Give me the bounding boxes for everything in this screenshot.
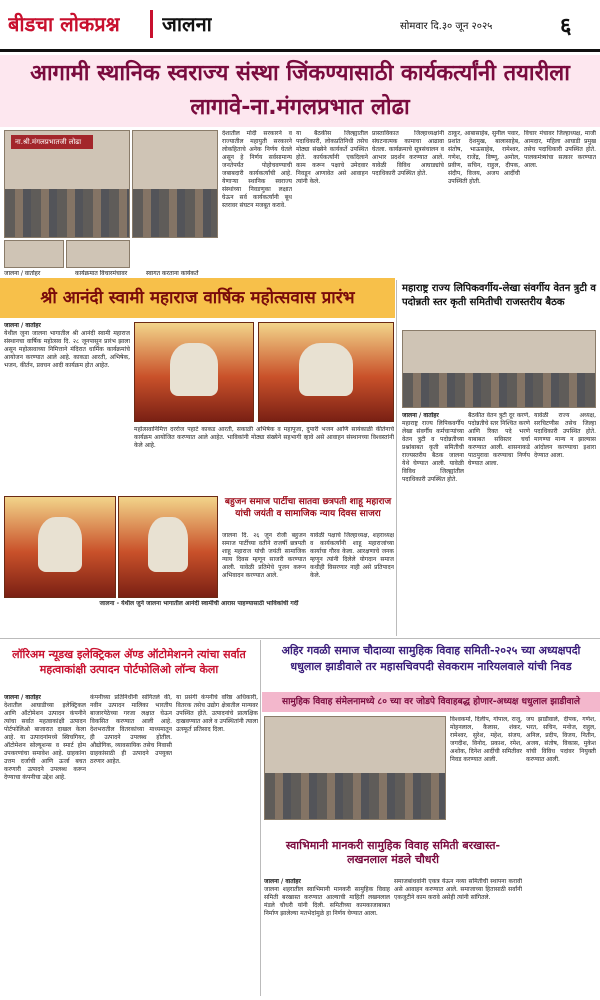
lead-caption-left: जालना / वार्ताहर	[4, 270, 41, 277]
ahir-headline: अहिर गवळी समाज चौदाव्या सामुहिक विवाह समिती-२०२५ च्या अध्यक्षपदी धधुलाल झाडीवाले तर महासचिवपदी सेवकराम नारियलवाले यांची निवड	[281, 644, 581, 673]
column-rule-2	[260, 640, 261, 996]
anand-swami-body-col1-text: येथील जुना जालना भागातील श्री आनंदी स्वामी महाराज संस्थानचा वार्षिक महोत्सव दि. २८ जूनपासून प्रारंभ झाला असून महोत्सवाच्या निमित्ताने मंदिरात धार्मिक कार्यक्रमांचे आयोजन करण्यात आले आहे. काकडा आरती, अभिषेक, भजन, कीर्तन, प्रवचन आदी कार्यक्रम होत आहेत.	[4, 330, 130, 369]
samaj-photo-1	[4, 496, 116, 598]
swabhimani-dateline: जालना / वार्ताहर	[264, 878, 301, 885]
swabhimani-body-col2: समाजबांधवांनी एकत्र येऊन नव्या समितीची स्थापना करावी असे आवाहन करण्यात आले. समाजाच्या हितासाठी सर्वांनी एकजुटीने काम करावे असेही त्यांनी सांगितले.	[394, 878, 522, 901]
swabhimani-headline: स्वाभिमानी मानकरी सामुहिक विवाह समिती बरखास्त-लखनलाल मंडले चौधरी	[285, 839, 501, 866]
lead-photo-2-people	[133, 189, 217, 237]
samaj-idol-2	[148, 517, 187, 572]
lead-body-col3: प्रास्ताविकात जिल्हाध्यक्षांनी संघटनात्मक कामाचा आढावा घेतला. कार्यक्रमाचे सूत्रसंचालन व आभार प्रदर्शन करण्यात आले. यावेळी विविध आघाड्यांचे पदाधिकारी उपस्थित होते.	[372, 130, 444, 177]
lead-caption-mid: कार्यक्रमात विचारमंचावर	[75, 270, 128, 277]
lead-body-col5: विचार मंचावर जिल्हाध्यक्ष, माजी आमदार, महिला आघाडी प्रमुख तसेच पदाधिकारी उपस्थित होते. पालकमंत्र्यांचा सत्कार करण्यात आला.	[524, 130, 596, 169]
samaj-body-col2: यावेळी पक्षाचे जिल्हाध्यक्ष, शहराध्यक्ष व कार्यकर्त्यांनी शाहू महाराजांच्या कार्याचा गौरव केला. आरक्षणाचे जनक म्हणून त्यांनी दिलेले योगदान समाज कधीही विसरणार नाही असे प्रतिपादन केले.	[310, 532, 394, 579]
lipik-dateline: जालना / वार्ताहर	[402, 412, 439, 419]
lead-photo-2	[132, 130, 218, 238]
anand-swami-body-col2: महोत्सवानिमित्त दररोज पहाटे काकड आरती, सकाळी अभिषेक व महापूजा, दुपारी भजन आणि सायंकाळी कीर्तनाचे कार्यक्रम आयोजित करण्यात आले आहेत. भाविकांनी मोठ्या संख्येने सहभागी व्हावे असे आवाहन संस्थानच्या विश्वस्तांनी केले आहे.	[134, 426, 394, 449]
lorium-headline: लॉरिअम न्यूडख इलेक्ट्रिकल ॲण्ड ऑटोमेशनने त्यांचा सर्वात महत्वाकांक्षी उत्पादन पोर्टफोलिओ लॉन्च केला	[12, 648, 246, 676]
anand-swami-headline: श्री आनंदी स्वामी महाराज वार्षिक महोत्सवास प्रारंभ	[0, 278, 395, 318]
lipik-body-col1-text: महाराष्ट्र राज्य लिपिकवर्गीय लेखा संवर्गीय कर्मचाऱ्यांच्या वेतन त्रुटी व पदोन्नतीच्या प्रश्नांबाबत कृती समितीची राज्यस्तरीय बैठक जालना येथे घेण्यात आली. यावेळी विविध जिल्ह्यांतील पदाधिकारी उपस्थित होते.	[402, 420, 464, 483]
lead-photo-1	[4, 130, 130, 238]
lorium-body-col2: कंपनीच्या प्रतिनिधींनी सांगितले की, नवीन उत्पादन मालिका भारतीय बाजारपेठेच्या गरजा लक्षात घेऊन विकसित करण्यात आली आहे. देशभरातील वितरकांच्या माध्यमातून ही उत्पादने उपलब्ध होतील. औद्योगिक, व्यावसायिक तसेच निवासी ग्राहकांसाठी ही उत्पादने उपयुक्त ठरणार आहेत.	[90, 694, 172, 765]
anand-swami-dateline: जालना / वार्ताहर	[4, 322, 41, 329]
lead-photo-4	[66, 240, 130, 268]
anand-swami-body-col1	[4, 322, 130, 492]
samaj-body-col1: जालना दि. २६ जून रोजी बहुजन समाज पार्टीच्या वतीने राजर्षी छत्रपती शाहू महाराज यांची जयंती सामाजिक न्याय दिवस म्हणून साजरी करण्यात आली. यावेळी प्रतिमेचे पूजन करून अभिवादन करण्यात आले.	[222, 532, 306, 579]
lipik-body-col2: बैठकीत वेतन त्रुटी दूर करणे, पदोन्नतीचे स्तर निश्चित करणे आणि रिक्त पदे भरणे याबाबत सविस्तर चर्चा करण्यात आली. शासनाकडे पाठपुरावा करण्याचा निर्णय घेण्यात आला.	[468, 412, 530, 467]
lead-headline: आगामी स्थानिक स्वराज्य संस्था जिंकण्यासाठी कार्यकर्त्यांनी तयारीला लागावे-ना.मंगलप्रभात लोढा	[0, 55, 600, 127]
lead-photo-3	[4, 240, 64, 268]
swabhimani-body-col1-text: जालना शहरातील स्वाभिमानी मानकरी सामुहिक विवाह समिती बरखास्त करण्यात आल्याची माहिती लखनलाल मंडले चौधरी यांनी दिली. समितीच्या कामकाजाबाबत निर्माण झालेल्या मतभेदांमुळे हा निर्णय घेण्यात आला.	[264, 886, 390, 917]
masthead-separator	[150, 10, 153, 38]
idol-image-2	[299, 343, 353, 397]
ahir-body-col2: जय झाडीवाले, दीपक, गणेश, भरत, सचिन, मनोज, राहुल, अनिल, प्रदीप, विजय, नितीन, अजय, संतोष, विकास, मुकेश यांची विविध पदांवर नियुक्ती करण्यात आली.	[526, 716, 596, 763]
samaj-headline: बहुजन समाज पार्टीचा सातवा छत्रपती शाहू महाराज यांची जयंती व सामाजिक न्याय दिवस साजरा	[224, 497, 392, 519]
lead-body-col2: या बैठकीस जिल्ह्यातील पदाधिकारी, लोकप्रतिनिधी तसेच मोठ्या संख्येने कार्यकर्ते उपस्थित होते. कार्यकर्त्यांनी एकदिलाने काम करून पक्षाचे उमेदवार निवडून आणावेत असे आवाहन त्यांनी केले.	[296, 130, 368, 185]
lead-body-col1: देशातील मोदी सरकारने व राज्यातील महायुती सरकारने लोकहिताचे अनेक निर्णय घेतले असून हे निर्णय सर्वसामान्य जनतेपर्यंत पोहोचवण्याची जबाबदारी कार्यकर्त्यांची आहे. येणाऱ्या स्थानिक स्वराज्य संस्थांच्या निवडणुका लक्षात घेऊन सर्व कार्यकर्त्यांनी बूथ स्तरावर संघटन मजबूत करावे.	[222, 130, 292, 209]
section-rule	[0, 638, 600, 639]
lipik-body-col3: यावेळी राज्य अध्यक्ष, सरचिटणीस तसेच जिल्हा पदाधिकारी उपस्थित होते. मागण्या मान्य न झाल्यास आंदोलन करण्याचा इशारा देण्यात आला.	[534, 412, 596, 459]
issue-date: सोमवार दि.३० जून २०२५	[400, 21, 493, 32]
lorium-body-col1-text: देशातील आघाडीच्या इलेक्ट्रिकल आणि ऑटोमेशन उत्पादन कंपनीने त्यांचा सर्वात महत्वाकांक्षी उत्पादन पोर्टफोलिओ बाजारात दाखल केला आहे. या उत्पादनांमध्ये स्विचगियर, ऑटोमेशन सोल्यूशन्स व स्मार्ट होम उपकरणांचा समावेश आहे. ग्राहकांना उत्तम दर्जाची आणि ऊर्जा बचत करणारी उत्पादने उपलब्ध करून देण्याचा कंपनीचा उद्देश आहे.	[4, 702, 86, 781]
page-number: ६	[560, 14, 572, 39]
ahir-banner: सामुहिक विवाह संमेलनामध्ये ८० च्या वर जोडपे विवाहबद्ध होणार-अध्यक्ष धधुलाल झाडीवाले	[262, 692, 600, 712]
lorium-body-col3: या प्रसंगी कंपनीचे वरिष्ठ अधिकारी, वितरक तसेच उद्योग क्षेत्रातील मान्यवर उपस्थित होते. उत्पादनांचे प्रात्यक्षिक दाखवण्यात आले व उपस्थितांनी त्याला उत्स्फूर्त प्रतिसाद दिला.	[176, 694, 258, 733]
idol-image	[170, 343, 217, 397]
anand-swami-photo-caption: जालना - येथील जुने जालना भागातील आनंदी स्वामींची आरास पाहण्यासाठी भाविकांची गर्दी	[99, 600, 299, 607]
paper-name: बीडचा लोकप्रश्न	[8, 12, 120, 36]
lorium-body-col1	[4, 694, 86, 994]
lipik-photo	[402, 330, 596, 408]
lead-photo-people	[5, 189, 129, 237]
ahir-photo	[264, 716, 446, 820]
lipik-headline: महाराष्ट्र राज्य लिपिकवर्गीय-लेखा संवर्गीय वेतन त्रुटी व पदोन्नती स्तर कृती समितीची राजस्तरीय बैठक	[402, 283, 596, 308]
column-rule	[396, 280, 397, 636]
samaj-idol-1	[38, 517, 82, 572]
samaj-photo-2	[118, 496, 218, 598]
lipik-body-col1	[402, 412, 464, 634]
lorium-dateline: जालना / वार्ताहर	[4, 694, 41, 701]
ahir-photo-people	[265, 773, 445, 819]
lead-caption-right: स्वागत करताना कार्यकर्ते	[146, 270, 199, 277]
lipik-photo-people	[403, 373, 595, 407]
swabhimani-body-col1	[264, 878, 390, 996]
anand-swami-photo-2	[258, 322, 394, 422]
masthead	[0, 0, 600, 52]
lead-photo-banner: ना.श्री.मंगलप्रभातजी लोढा	[11, 135, 93, 149]
lead-body-col4: ठाकूर, आबासाहेब, सुनील पवार, प्रशांत देशमुख, बालासाहेब, संतोष, भाऊसाहेब, रामेश्वर, गणेश, राजेंद्र, विष्णू, अमोल, प्रवीण, सचिन, राहुल, दीपक, संदीप, विजय, अजय आदींची उपस्थिती होती.	[448, 130, 520, 185]
anand-swami-photo-1	[134, 322, 254, 422]
ahir-body-col1: विश्वकर्मा, दिलीप, गोपाल, राजू, मोहनलाल, कैलास, शंकर, रामेश्वर, सुरेश, महेश, संजय, जगदीश, विनोद, प्रकाश, रमेश, अशोक, दिनेश आदींची समितीवर निवड करण्यात आली.	[450, 716, 522, 763]
edition-name: जालना	[162, 12, 212, 36]
